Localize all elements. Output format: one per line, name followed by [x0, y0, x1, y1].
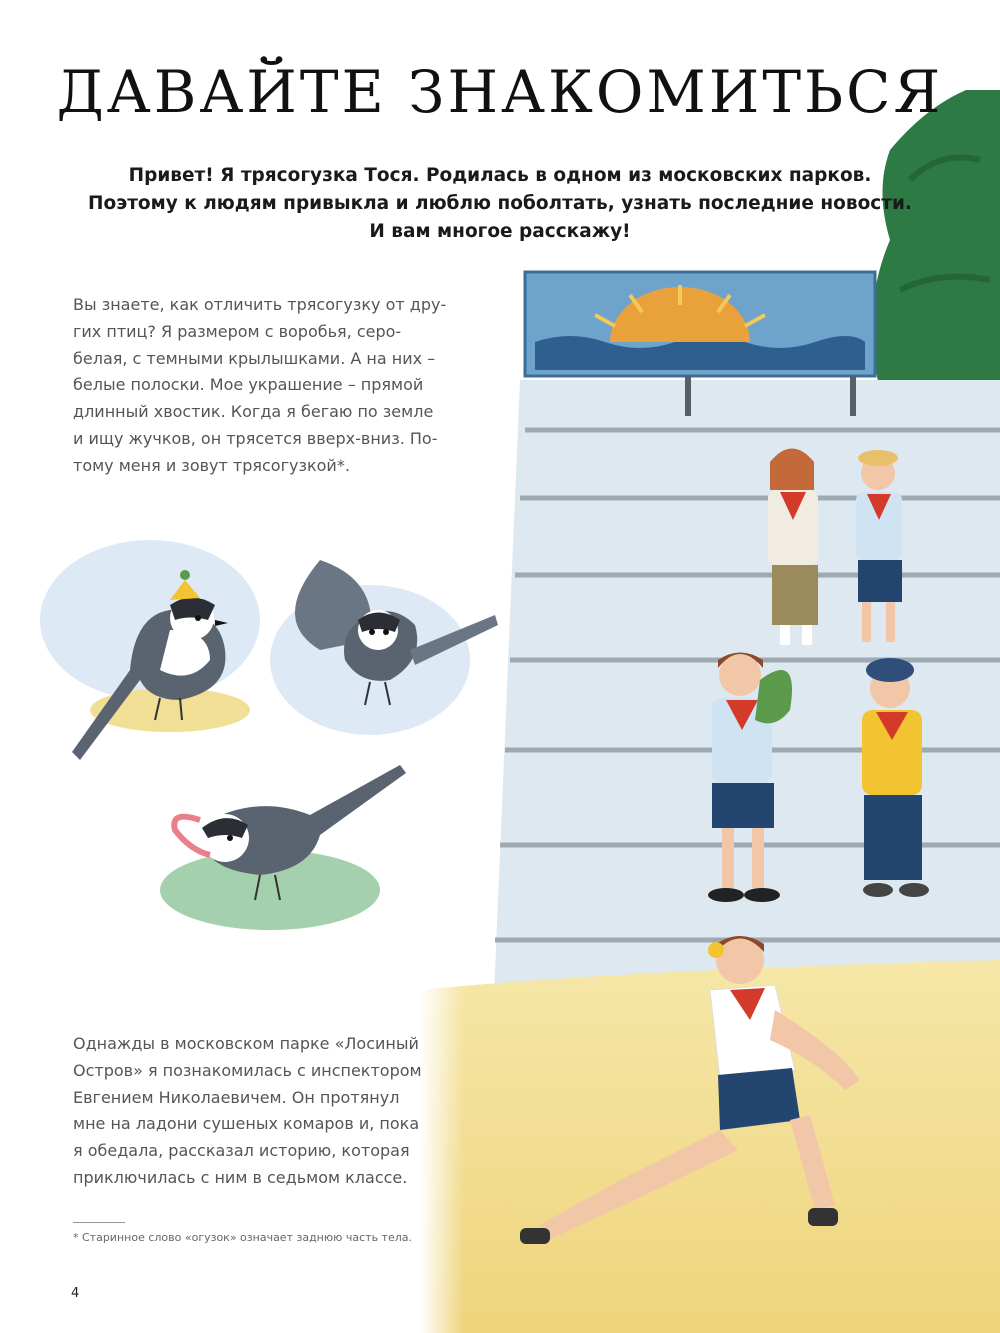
- intro-paragraph: [60, 162, 940, 246]
- paragraph-line: Однажды в московском парке «Лосиный: [73, 1034, 419, 1053]
- footnote-divider: [73, 1222, 125, 1223]
- wagtails-svg: [20, 520, 500, 970]
- page-number: 4: [71, 1286, 80, 1301]
- intro-line: И вам многое расскажу!: [369, 221, 631, 242]
- paragraph-park-story: [73, 1031, 503, 1192]
- paragraph-about-wagtail: [73, 292, 503, 480]
- paragraph-line: Евгением Николаевичем. Он протянул: [73, 1087, 400, 1107]
- stadium-scene-svg: [420, 90, 1000, 1333]
- paragraph-line: мне на ладони сушеных комаров и, пока: [73, 1114, 420, 1134]
- wagtail-with-worm: [160, 765, 406, 930]
- intro-line: Поэтому к людям привыкла и люблю поболтать, узнать последние новости.: [88, 193, 912, 214]
- paragraph-line: тому меня и зовут трясогузкой*.: [73, 455, 350, 475]
- paragraph-line: гих птиц? Я размером с воробья, серо-: [73, 321, 402, 341]
- paragraph-line: Вы знаете, как отличить трясогузку от дру-: [73, 295, 447, 314]
- page-title: ДАВАЙТЕ ЗНАКОМИТЬСЯ: [56, 58, 944, 126]
- stadium-scene-illustration: [420, 90, 1000, 1333]
- wagtail-flying: [270, 560, 498, 735]
- paragraph-line: и ищу жучков, он трясется вверх-вниз. По-: [73, 428, 438, 448]
- footnote: * Старинное слово «огузок» означает заднюю часть тела.: [73, 1231, 412, 1244]
- paragraph-line: белая, с темными крылышками. А на них –: [73, 348, 436, 368]
- paragraph-line: я обедала, рассказал историю, которая: [73, 1141, 410, 1161]
- paragraph-line: Остров» я познакомилась с инспектором: [73, 1060, 422, 1080]
- intro-line: Привет! Я трясогузка Тося. Родилась в одном из московских парков.: [128, 165, 872, 186]
- paragraph-line: длинный хвостик. Когда я бегаю по земле: [73, 402, 434, 422]
- paragraph-line: приключилась с ним в седьмом классе.: [73, 1167, 408, 1187]
- wagtails-illustration: [20, 520, 500, 970]
- wagtail-with-flower-hat: [40, 540, 260, 760]
- paragraph-line: белые полоски. Мое украшение – прямой: [73, 375, 424, 395]
